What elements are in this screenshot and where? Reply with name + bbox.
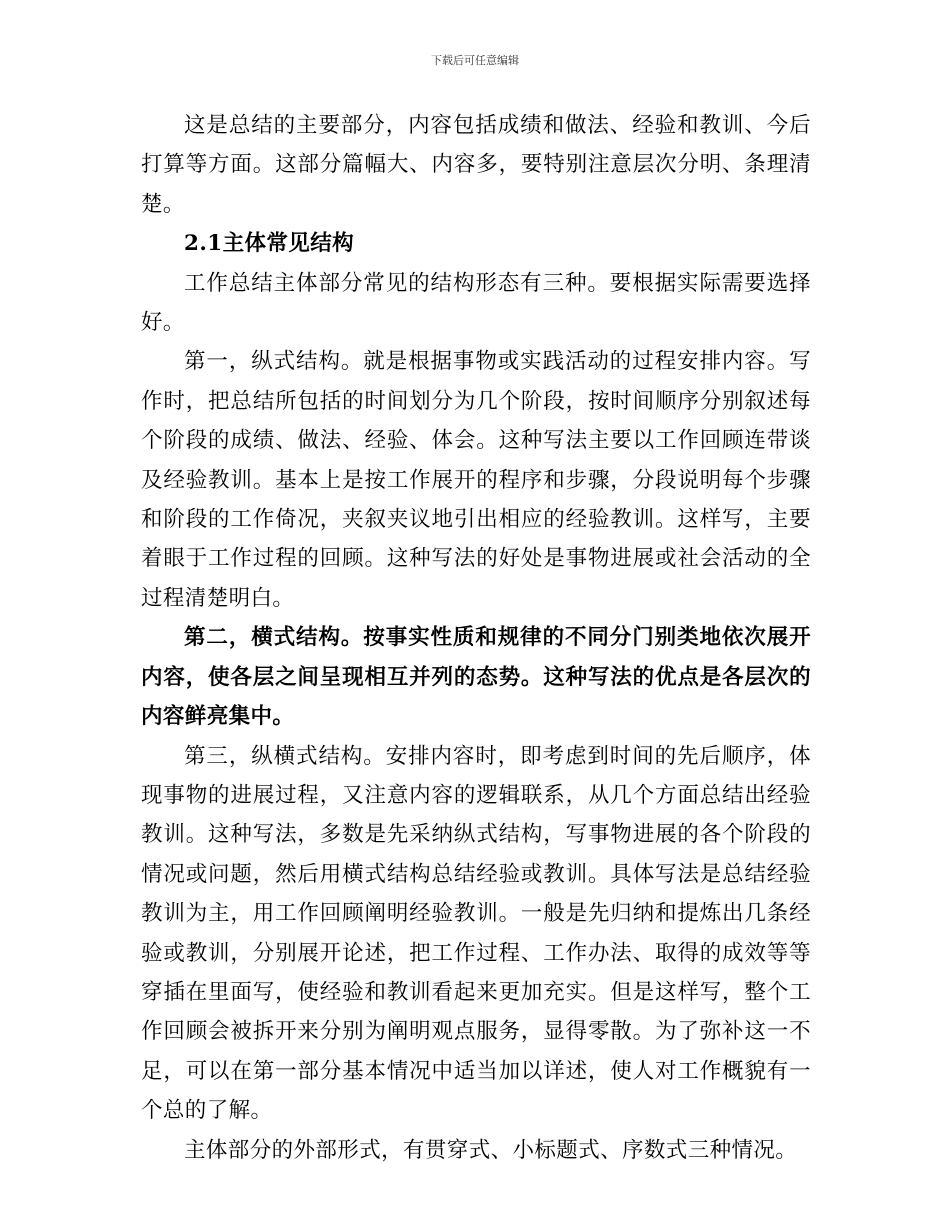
document-body (141, 106, 811, 1170)
section-heading: 2.1主体常见结构 (184, 231, 355, 257)
intro-paragraph: 这是总结的主要部分，内容包括成绩和做法、经验和教训、今后打算等方面。这部分篇幅大、内容多，要特别注意层次分明、条理清楚。 (141, 113, 811, 217)
paragraph-vertical-structure: 第一，纵式结构。就是根据事物或实践活动的过程安排内容。写作时，把总结所包括的时间划分为几个阶段，按时间顺序分别叙述每个阶段的成绩、做法、经验、体会。这种写法主要以工作回顾连带谈及经验教训。基本上是按工作展开的程序和步骤，分段说明每个步骤和阶段的工作倚况，夹叙夹议地引出相应的经验教训。这样写，主要着眼于工作过程的回顾。这种写法的好处是事物进展或社会活动的全过程清楚明白。 (141, 349, 811, 611)
paragraph-structure-types: 工作总结主体部分常见的结构形态有三种。要根据实际需要选择好。 (141, 270, 811, 336)
paragraph-horizontal-structure: 第二，横式结构。按事实性质和规律的不同分门别类地依次展开内容，使各层之间呈现相互并列的态势。这种写法的优点是各层次的内容鲜亮集中。 (141, 625, 811, 730)
paragraph-external-form: 主体部分的外部形式，有贯穿式、小标题式、序数式三种情况。 (184, 1137, 798, 1163)
paragraph-combined-structure: 第三，纵横式结构。安排内容时，即考虑到时间的先后顺序，体现事物的进展过程，又注意内容的逻辑联系，从几个方面总结出经验教训。这种写法，多数是先采纳纵式结构，写事物进展的各个阶段的情况或问题，然后用横式结构总结经验或教训。具体写法是总结经验教训为主，用工作回顾阐明经验教训。一般是先归纳和提炼出几条经验或教训，分别展开论述，把工作过程、工作办法、取得的成效等等穿插在里面写，使经验和教训看起来更加充实。但是这样写，整个工作回顾会被拆开来分别为阐明观点服务，显得零散。为了弥补这一不足，可以在第一部分基本情况中适当加以详述，使人对工作概貌有一个总的了解。 (141, 743, 811, 1124)
page-header: 下载后可任意编辑 (431, 54, 519, 67)
